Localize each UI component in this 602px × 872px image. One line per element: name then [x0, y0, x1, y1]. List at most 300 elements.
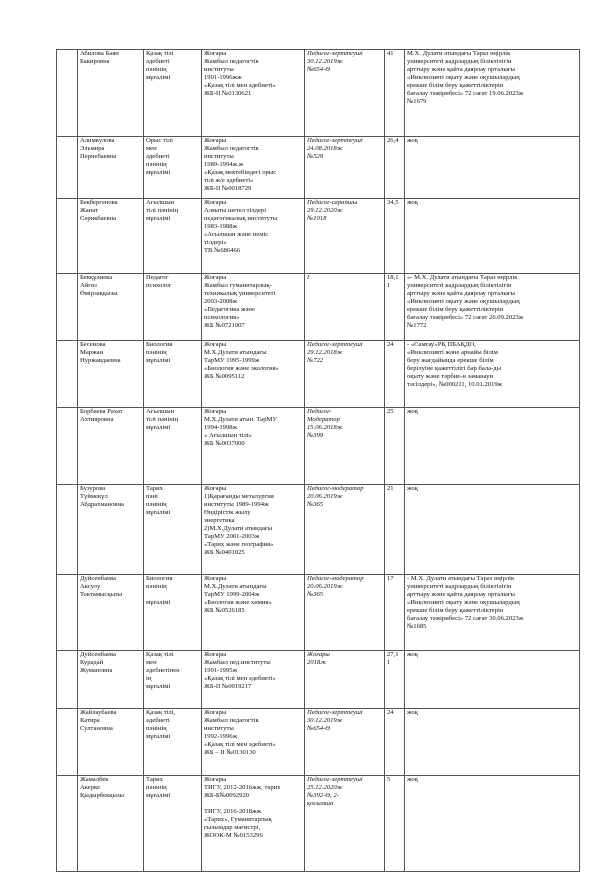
- qualification-category-line: Педагог-зерттеуші: [307, 709, 363, 716]
- education-info-line: Жамбыл педагогтік: [204, 717, 259, 724]
- work-experience: [385, 137, 405, 199]
- training-courses-line: арттыру және қайта даярлау орталығы: [407, 66, 515, 73]
- teacher-name-line: Жамалбек: [80, 776, 109, 783]
- education-info-line: институты 1989-1994ж: [204, 501, 269, 508]
- education-info-line: 1983-1988ж: [204, 223, 238, 230]
- education-info: [202, 137, 305, 199]
- subject-position-line: мұғалімі: [146, 792, 171, 799]
- qualification-category-line: Педагог-зерттеуші: [307, 341, 363, 348]
- work-experience: [385, 709, 405, 776]
- index-cell: [57, 408, 78, 485]
- education-info-line: энергетика: [204, 517, 235, 524]
- index-cell: [57, 137, 78, 199]
- subject-position-line: Қазақ тілі: [146, 50, 174, 57]
- work-experience-line: 17: [387, 575, 394, 582]
- education-info-line: институты: [204, 725, 234, 732]
- work-experience-line: 5: [387, 776, 391, 783]
- work-experience-line: 21: [387, 485, 394, 492]
- education-info-line: ЖБ №0037000: [204, 440, 245, 447]
- subject-position: [144, 341, 202, 408]
- education-info: [202, 709, 305, 776]
- education-info-line: институты: [204, 153, 234, 160]
- subject-position-line: Тарих: [146, 776, 163, 783]
- teacher-name: [78, 408, 144, 485]
- index-cell: [57, 50, 78, 137]
- education-info-line: «Тарих», Гуманитарлық: [204, 816, 272, 823]
- table-row: [57, 485, 580, 575]
- work-experience: [385, 274, 405, 341]
- qualification-category-line: Модератор: [307, 416, 340, 423]
- training-courses-line: №1679: [407, 98, 427, 105]
- subject-position: [144, 199, 202, 274]
- work-experience: [385, 575, 405, 651]
- teacher-name-line: Алимкулова: [80, 137, 115, 144]
- qualification-category-line: Педагог-модератор: [307, 575, 364, 582]
- index-cell: [57, 341, 78, 408]
- education-info-line: ЖБ-ІІ №0018729: [204, 185, 252, 192]
- teacher-name-line: Айгөз: [80, 282, 97, 289]
- qualification-category-line: №365: [307, 591, 324, 598]
- training-courses: [405, 485, 580, 575]
- teacher-name-line: Бузурова: [80, 485, 106, 492]
- qualification-category: [305, 776, 385, 872]
- education-info-line: ғылымдар магистрі,: [204, 824, 261, 831]
- qualification-category-line: Педагог-зерттеуші: [307, 137, 363, 144]
- subject-position-line: пәнінің: [146, 583, 167, 590]
- work-experience: [385, 485, 405, 575]
- teacher-name-line: Султановна: [80, 725, 113, 732]
- training-courses-line: университеті кадрлардың біліктілігін: [407, 583, 512, 590]
- table-row: [57, 651, 580, 709]
- teacher-name-line: Бесенова: [80, 341, 106, 348]
- qualification-category-line: 30.12.2019ж: [307, 58, 343, 65]
- training-courses-line: «Инклюзивті оқыту және оқушылардың: [407, 298, 520, 305]
- teacher-name-line: Токтамысқызы: [80, 591, 123, 598]
- education-info-line: «Қазақ тілі мен әдебиеті»: [204, 675, 276, 682]
- education-info-line: ЖБ №0721907: [204, 322, 245, 329]
- training-courses-line: «- М.Х. Дулати атындағы Тараз өңірлік: [407, 274, 518, 281]
- teacher-name: [78, 199, 144, 274]
- teacher-name-line: Қыдырбекқызы: [80, 792, 124, 799]
- qualification-category-line: №392-Ө, 2-: [307, 792, 339, 799]
- training-courses-line: беру жағдайында ерекше білім: [407, 357, 494, 364]
- education-info-line: 1991-1996жж: [204, 74, 242, 81]
- subject-position-line: пәнінің: [146, 349, 167, 356]
- subject-position-line: тілі пәнінің: [146, 416, 179, 423]
- subject-position-line: ің: [146, 675, 152, 682]
- subject-position-line: мұғалімі: [146, 74, 171, 81]
- education-info-line: «Педагогика және: [204, 306, 255, 313]
- teacher-name-line: Жайлаубаева: [80, 709, 117, 716]
- training-courses: [405, 137, 580, 199]
- work-experience-line: 25: [387, 408, 394, 415]
- education-info-line: Жоғары: [204, 575, 227, 582]
- teacher-name-line: Өмірзаққызы: [80, 290, 118, 297]
- teacher-name: [78, 651, 144, 709]
- training-courses: [405, 274, 580, 341]
- education-info-line: институты: [204, 66, 234, 73]
- qualification-category-line: 15.06.2018ж: [307, 424, 343, 431]
- training-courses: [405, 776, 580, 872]
- training-courses: [405, 408, 580, 485]
- education-info-line: 1989-1994ж.ж: [204, 161, 244, 168]
- education-info-line: ЖБ №0526185: [204, 607, 245, 614]
- index-cell: [57, 274, 78, 341]
- training-courses-line: ерекше білім беру қажеттіліктерін: [407, 82, 504, 89]
- table-row: [57, 575, 580, 651]
- work-experience-line: 1: [387, 282, 391, 289]
- teacher-name: [78, 341, 144, 408]
- subject-position-line: мұғалімі: [146, 169, 171, 176]
- education-info-line: 2)М.Х.Дулати атындағы: [204, 525, 273, 532]
- training-courses-line: жоқ: [407, 776, 418, 783]
- subject-position-line: Тарих: [146, 485, 163, 492]
- subject-position-line: әдебиеті: [146, 153, 170, 160]
- training-courses-line: университеті кадрлардың біліктілігін: [407, 282, 512, 289]
- education-info-line: «Қазақ тілі мен әдебиеті»: [204, 82, 276, 89]
- teacher-name-line: Курадай: [80, 659, 104, 666]
- education-info-line: Жоғары: [204, 137, 227, 144]
- teacher-name-line: Катира: [80, 717, 100, 724]
- education-info: [202, 651, 305, 709]
- subject-position: [144, 50, 202, 137]
- training-courses: [405, 709, 580, 776]
- teacher-name-line: Эльмира: [80, 145, 105, 152]
- training-courses: [405, 199, 580, 274]
- teacher-name-line: Бекқұлиева: [80, 274, 113, 281]
- education-info-line: Жоғары: [204, 776, 227, 783]
- education-info-line: ТИГУ, 2012-2016жж, тарих: [204, 784, 281, 791]
- training-courses-line: М.Х. Дулати атындағы Тараз өңірлік: [407, 50, 511, 57]
- subject-position: [144, 709, 202, 776]
- staff-table-body: [57, 50, 580, 872]
- table-row: [57, 50, 580, 137]
- qualification-category-line: 25.12.2020ж: [307, 784, 343, 791]
- subject-position: [144, 408, 202, 485]
- education-info-line: Жоғары: [204, 651, 227, 658]
- education-info-line: «Қазақ мектебіндегі орыс: [204, 169, 277, 176]
- qualification-category-line: 24.08.2018ж: [307, 145, 343, 152]
- education-info: [202, 50, 305, 137]
- education-info-line: ЖООК-М №0153296: [204, 832, 263, 839]
- index-cell: [57, 776, 78, 872]
- subject-position-line: Ағылшын: [146, 408, 175, 415]
- qualification-category: [305, 408, 385, 485]
- work-experience: [385, 408, 405, 485]
- subject-position-line: мұғалімі: [146, 733, 171, 740]
- index-cell: [57, 709, 78, 776]
- training-courses-line: жоқ: [407, 199, 418, 206]
- education-info: [202, 485, 305, 575]
- subject-position-line: Биология: [146, 575, 173, 582]
- education-info-line: ТарМУ 2001-2003ж: [204, 533, 260, 540]
- staff-table: [56, 49, 580, 872]
- teacher-name: [78, 137, 144, 199]
- work-experience: [385, 50, 405, 137]
- qualification-category-line: 29.12.2018ж: [307, 349, 343, 356]
- training-courses-line: арттыру және қайта даярлау орталығы: [407, 290, 515, 297]
- subject-position-line: Педагог: [146, 274, 169, 281]
- education-info-line: М.Х.Дулати атын. ТарМУ: [204, 416, 278, 423]
- education-info-line: Жоғары: [204, 341, 227, 348]
- training-courses-line: бағалау тәжірибесі» 72 сағат 26.09.2023ж: [407, 314, 524, 321]
- subject-position: [144, 776, 202, 872]
- education-info-line: 2003-2008ж: [204, 298, 238, 305]
- education-info-line: М.Х.Дулати атындағы: [204, 583, 267, 590]
- qualification-category: [305, 137, 385, 199]
- qualification-category: [305, 199, 385, 274]
- training-courses-line: - «Самғау»РҚ ПБАҚДО,: [407, 341, 476, 348]
- education-info-line: 1994-1998ж: [204, 424, 238, 431]
- work-experience: [385, 651, 405, 709]
- teacher-name-line: Пернебаевна: [80, 153, 117, 160]
- work-experience-line: 18,1: [387, 274, 399, 281]
- education-info-line: ТВ №686466: [204, 247, 241, 254]
- education-info-line: «Қазақ тілі мен әдебиеті»: [204, 741, 276, 748]
- index-cell: [57, 651, 78, 709]
- table-row: [57, 199, 580, 274]
- teacher-name-line: Ахтияровна: [80, 416, 114, 423]
- qualification-category-line: №399: [307, 432, 324, 439]
- table-row: [57, 408, 580, 485]
- education-info-line: «Тарих және география»: [204, 541, 274, 548]
- teacher-name-line: Бакировна: [80, 58, 110, 65]
- qualification-category-line: №654-Ө: [307, 725, 331, 732]
- training-courses-line: арттыру және қайта даярлау орталығы: [407, 591, 515, 598]
- education-info-line: педагогикалық институты: [204, 215, 278, 222]
- teacher-name-line: Нуржавдаевна: [80, 357, 121, 364]
- work-experience-line: 41: [387, 50, 394, 57]
- index-cell: [57, 199, 78, 274]
- subject-position-line: мұғалімі: [146, 357, 171, 364]
- education-info-line: ТарМУ 1999-2004ж: [204, 591, 260, 598]
- subject-position-line: тілі пәнінің: [146, 207, 179, 214]
- qualification-category-line: 20.06.2019ж: [307, 583, 343, 590]
- work-experience-line: 34,5: [387, 199, 399, 206]
- training-courses-line: №1685: [407, 623, 427, 630]
- qualification-category-line: №365: [307, 501, 324, 508]
- teacher-name: [78, 776, 144, 872]
- education-info-line: тілі ж/е әдебиеті»: [204, 177, 254, 184]
- education-info-line: ЖБ №0401025: [204, 549, 245, 556]
- education-info-line: Жоғары: [204, 408, 227, 415]
- work-experience: [385, 776, 405, 872]
- education-info-line: ЖБ №0095112: [204, 373, 245, 380]
- education-info-line: Жоғары: [204, 709, 227, 716]
- qualification-category-line: №654-Ө: [307, 66, 331, 73]
- education-info-line: «Ағылшын және неміс: [204, 231, 269, 238]
- education-info-line: Жоғары: [204, 274, 227, 281]
- qualification-category-line: 30.12.2019ж: [307, 717, 343, 724]
- training-courses-line: бағалау тәжірибесі» 72 сағат 30.06.2023ж: [407, 615, 524, 622]
- work-experience-line: 26,4: [387, 137, 399, 144]
- education-info-line: ЖБ-Б№0092920: [204, 792, 250, 799]
- education-info-line: ЖБ-ІІ №0130621: [204, 90, 252, 97]
- qualification-category: [305, 575, 385, 651]
- teacher-name-line: Жумановна: [80, 667, 113, 674]
- education-info-line: тілдері»: [204, 239, 227, 246]
- work-experience-line: 24: [387, 341, 394, 348]
- training-courses-line: университеті кадрлардың біліктілігін: [407, 58, 512, 65]
- qualification-category-line: №722: [307, 357, 324, 364]
- table-row: [57, 137, 580, 199]
- qualification-category: [305, 709, 385, 776]
- subject-position-line: пәні: [146, 493, 158, 500]
- education-info-line: [204, 800, 302, 808]
- table-row: [57, 776, 580, 872]
- qualification-category: [305, 50, 385, 137]
- education-info-line: ТарМУ 1995-1999ж: [204, 357, 260, 364]
- work-experience-line: 24: [387, 709, 394, 716]
- subject-position-line: әдебиеті: [146, 58, 170, 65]
- subject-position-line: мұғалімі: [146, 215, 171, 222]
- education-info-line: Алматы шетел тілдері: [204, 207, 267, 214]
- training-courses: [405, 575, 580, 651]
- subject-position-line: мұғалімі: [146, 599, 171, 606]
- teacher-name-line: Борбаева Рахат: [80, 408, 123, 415]
- qualification-category-line: Педагог-зерттеуші: [307, 50, 363, 57]
- subject-position-line: Орыс тілі: [146, 137, 173, 144]
- qualification-category: [305, 274, 385, 341]
- subject-position-line: Қазақ тілі: [146, 651, 174, 658]
- subject-position-line: пәнінің: [146, 725, 167, 732]
- education-info-line: Жамбыл пед.институты: [204, 659, 271, 666]
- qualification-category-line: Педагог-модератор: [307, 485, 364, 492]
- training-courses-line: ерекше білім беру қажеттіліктерін: [407, 306, 504, 313]
- subject-position-line: мұғалімі: [146, 424, 171, 431]
- teacher-name-line: Маржан: [80, 349, 104, 356]
- qualification-category-line: 2018ж: [307, 659, 327, 666]
- qualification-category-line: №1018: [307, 215, 327, 222]
- teacher-name: [78, 709, 144, 776]
- qualification-category-line: 20.06.2019ж: [307, 493, 343, 500]
- qualification-category-line: қосымша: [307, 800, 334, 807]
- education-info-line: Жамбыл гуманитарлық-: [204, 282, 272, 289]
- education-info-line: 1991-1995ж: [204, 667, 238, 674]
- teacher-name-line: Түймекүл: [80, 493, 108, 500]
- education-info: [202, 199, 305, 274]
- subject-position: [144, 274, 202, 341]
- teacher-name-line: Абдрахмановна: [80, 501, 124, 508]
- teacher-name: [78, 274, 144, 341]
- training-courses: [405, 651, 580, 709]
- qualification-category-line: 29.12.2020ж: [307, 207, 343, 214]
- education-info-line: Жоғары: [204, 199, 227, 206]
- education-info-line: ЖБ – ІІ №0130130: [204, 749, 256, 756]
- subject-position-line: пәнінің: [146, 161, 167, 168]
- qualification-category: [305, 651, 385, 709]
- education-info-line: Жоғары: [204, 485, 227, 492]
- education-info: [202, 274, 305, 341]
- subject-position: [144, 485, 202, 575]
- education-info-line: ТИГУ, 2016-2018жж: [204, 808, 262, 815]
- training-courses-line: - М.Х. Дулати атындағы Тараз өңірлік: [407, 575, 515, 582]
- teacher-name-line: Акерке: [80, 784, 100, 791]
- subject-position-line: пәнінің: [146, 66, 167, 73]
- training-courses-line: жоқ: [407, 651, 418, 658]
- subject-position-line: мұғалімі: [146, 509, 171, 516]
- subject-position-line: мұғалімі: [146, 683, 171, 690]
- training-courses-line: жоқ: [407, 485, 418, 492]
- teacher-name: [78, 485, 144, 575]
- subject-position-line: мен: [146, 145, 157, 152]
- training-courses-line: жоқ: [407, 709, 418, 716]
- subject-position-line: Биология: [146, 341, 173, 348]
- education-info: [202, 575, 305, 651]
- education-info: [202, 341, 305, 408]
- table-row: [57, 709, 580, 776]
- qualification-category-line: Педагог-: [307, 408, 332, 415]
- qualification-category: [305, 485, 385, 575]
- education-info-line: 1992-1996ж: [204, 733, 238, 740]
- qualification-category-line: Педагог-зерттеуші: [307, 776, 363, 783]
- subject-position-line: пәнінің: [146, 501, 167, 508]
- work-experience: [385, 341, 405, 408]
- teacher-name: [78, 575, 144, 651]
- education-info-line: психология»: [204, 314, 240, 321]
- education-info-line: « Ағылшын тілі»: [204, 432, 252, 439]
- training-courses-line: бағалау тәжірибесі» 72 сағат 19.06.2023ж: [407, 90, 524, 97]
- training-courses-line: оқыту және тәрбие-н заманауи: [407, 373, 494, 380]
- education-info-line: «Биология және химия»: [204, 599, 272, 606]
- education-info-line: М.Х.Дулати атындағы: [204, 349, 267, 356]
- teacher-name: [78, 50, 144, 137]
- work-experience-line: 27,1: [387, 651, 399, 658]
- training-courses: [405, 341, 580, 408]
- subject-position-line: мен: [146, 659, 157, 666]
- training-courses-line: берілуіне қажеттілігі бар бала-ды: [407, 365, 502, 372]
- teacher-name-line: Дуйсенбаева: [80, 575, 116, 582]
- subject-position: [144, 137, 202, 199]
- teacher-name-line: Бекбергенова: [80, 199, 118, 206]
- education-info-line: 1)Қарағанды металургия: [204, 493, 274, 500]
- education-info-line: Жамбыл педагогтік: [204, 58, 259, 65]
- qualification-category: [305, 341, 385, 408]
- work-experience: [385, 199, 405, 274]
- training-courses-line: №1772: [407, 322, 427, 329]
- qualification-category-line: І: [307, 274, 310, 281]
- work-experience-line: 1: [387, 659, 391, 666]
- training-courses-line: «Инклюзивті оқыту және оқушылардың: [407, 74, 520, 81]
- qualification-category-line: №529: [307, 153, 324, 160]
- education-info: [202, 408, 305, 485]
- education-info-line: Жоғары: [204, 50, 227, 57]
- training-courses-line: жоқ: [407, 137, 418, 144]
- qualification-category-line: Жоғары: [307, 651, 330, 658]
- table-row: [57, 274, 580, 341]
- subject-position-line: әдебиетінен: [146, 667, 180, 674]
- education-info-line: Жамбыл педагогтік: [204, 145, 259, 152]
- subject-position-line: Қазақ тілі,: [146, 709, 176, 716]
- training-courses: [405, 50, 580, 137]
- subject-position-line: Ағылшын: [146, 199, 175, 206]
- education-info-line: ЖБ-ІІ №0019217: [204, 683, 252, 690]
- education-info-line: техникалық университеті: [204, 290, 276, 297]
- qualification-category-line: Педагог-сарапшы: [307, 199, 358, 206]
- education-info-line: Өндірістік жылу: [204, 509, 251, 516]
- training-courses-line: жоқ: [407, 408, 418, 415]
- teacher-name-line: Жанат: [80, 207, 98, 214]
- subject-position: [144, 651, 202, 709]
- training-courses-line: «Инклюзивті оқыту және оқушылардың: [407, 599, 520, 606]
- subject-position-line: пәнінің: [146, 784, 167, 791]
- table-row: [57, 341, 580, 408]
- subject-position-line: [146, 591, 199, 599]
- training-courses-line: тәсілдері», №000211, 10.01.2019ж: [407, 381, 503, 388]
- teacher-name-line: Дуйсенбаева: [80, 651, 116, 658]
- teacher-name-line: Серикбаевна: [80, 215, 117, 222]
- training-courses-line: «Инклюзивті және арнайы білім: [407, 349, 498, 356]
